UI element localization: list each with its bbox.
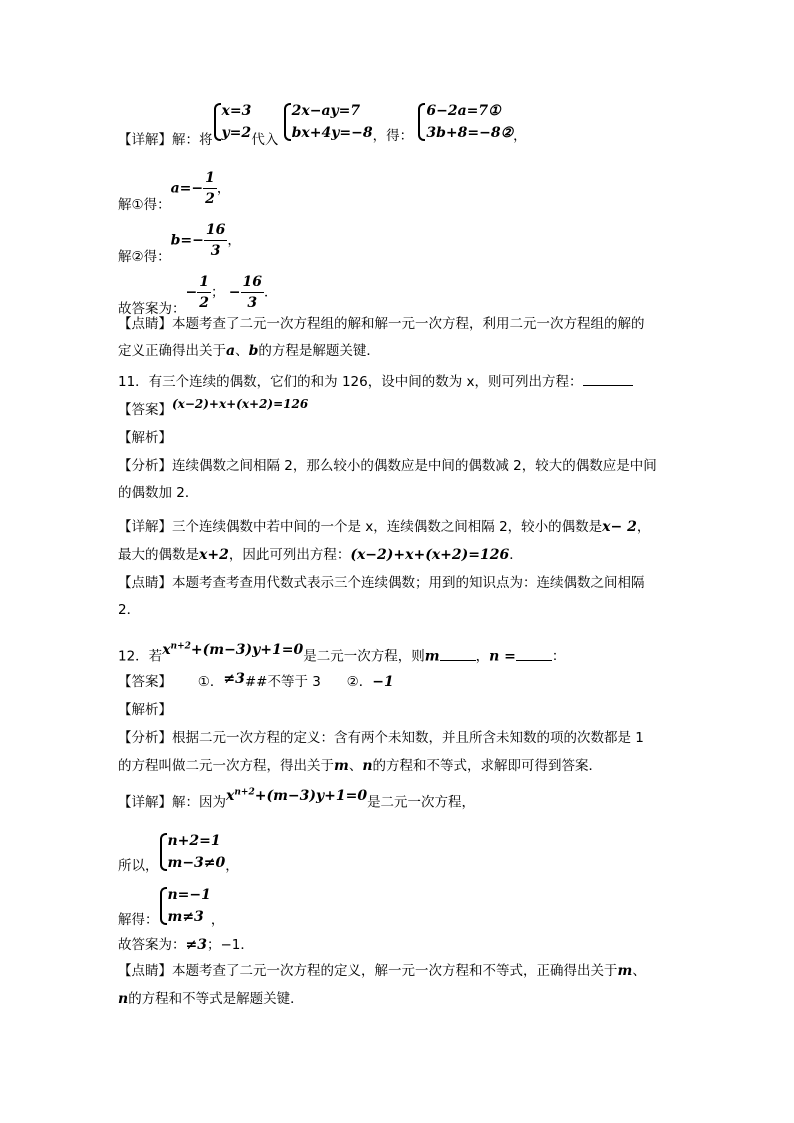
answer-line: 【答案】(x−2)+x+(x+2)=126	[118, 397, 309, 418]
analysis-line: 的偶数加 2．	[118, 485, 199, 501]
result-system: 6−2a=7① 3b+8=−8②	[417, 100, 513, 144]
text: ，	[216, 180, 231, 197]
answer-blank	[583, 385, 633, 386]
question-11: 11．有三个连续的偶数，它们的和为 126，设中间的数为 x，则可列出方程：	[118, 373, 633, 391]
math: a=−	[170, 180, 204, 197]
note-line: 【点睛】本题考查了二元一次方程组的解和解一元一次方程，利用二元一次方程组的解的	[118, 316, 645, 332]
text: ；	[210, 284, 225, 301]
text: 代入	[251, 132, 279, 148]
answer-line: 【答案】 ①．≠3##不等于 3 ②．−1	[118, 671, 394, 690]
analysis-line: 的方程叫做二元一次方程，得出关于m、n的方程和不等式，求解即可得到答案．	[118, 758, 603, 774]
detail-line: 【详解】解：因为$x^{n+2}+(m-3)y+1=0$是二元一次方程，	[118, 787, 476, 811]
detail-line	[118, 100, 527, 148]
answer-line: 故答案为：− $\frac{1}{2}$ ； − $\frac{16}{3}$ ．	[118, 274, 278, 317]
fraction: $\frac{16}{3}$	[205, 222, 226, 259]
analysis-line: 【分析】根据二元一次方程的定义：含有两个未知数，并且所含未知数的项的次数都是 1	[118, 730, 644, 746]
fraction: $\frac{1}{2}$	[205, 170, 215, 207]
solution-system: x=3 y=2	[213, 100, 252, 144]
solve-line: 解得： n=−1 m≠3 ，	[118, 884, 224, 928]
note-line: 定义正确得出关于a、b的方程是解题关键．	[118, 343, 380, 359]
so-line: 所以， n+2=1 m−3≠0 ，	[118, 830, 239, 874]
fraction: $\frac{16}{3}$	[242, 274, 262, 311]
fraction: $\frac{1}{2}$	[199, 274, 209, 311]
equation-system: n+2=1 m−3≠0	[159, 830, 226, 874]
solve-a-line	[118, 168, 231, 213]
analysis-label: 【解析】	[118, 702, 172, 718]
equation-system: 2x−ay=7 bx+4y=−8	[283, 100, 373, 144]
solution-system: n=−1 m≠3	[159, 884, 211, 928]
note-line: n的方程和不等式是解题关键．	[118, 991, 304, 1007]
solve-b-line	[118, 220, 241, 265]
text: 故答案为：	[118, 300, 186, 317]
analysis-line: 【分析】连续偶数之间相隔 2，那么较小的偶数应是中间的偶数减 2，较大的偶数应是中间	[118, 458, 657, 474]
analysis-label: 【解析】	[118, 430, 172, 446]
detail-label: 【详解】解：将	[118, 132, 213, 148]
detail-line: 最大的偶数是x+2，因此可列出方程：(x−2)+x+(x+2)=126．	[118, 547, 523, 563]
text: ，得：	[372, 128, 414, 144]
question-12: 12．若$x^{n+2}+(m-3)y+1=0$是二元一次方程，则m ，n = ：	[118, 641, 566, 665]
note-line: 【点睛】本题考查考查用代数式表示三个连续偶数；用到的知识点为：连续偶数之间相隔	[118, 575, 645, 591]
text: 解②得：	[118, 248, 171, 265]
detail-line: 【详解】三个连续偶数中若中间的一个是 x，连续偶数之间相隔 2，较小的偶数是x− 2，	[118, 519, 651, 535]
text: ，	[227, 232, 241, 249]
math: b=−	[170, 232, 204, 249]
answer-line: 故答案为：≠3；−1．	[118, 937, 254, 953]
text: ，	[513, 128, 527, 144]
note-line: 2．	[118, 602, 141, 618]
note-line: 【点睛】本题考查了二元一次方程的定义，解一元一次方程和不等式，正确得出关于m、	[118, 963, 646, 979]
text: 解①得：	[118, 196, 171, 213]
text: ．	[264, 284, 278, 301]
